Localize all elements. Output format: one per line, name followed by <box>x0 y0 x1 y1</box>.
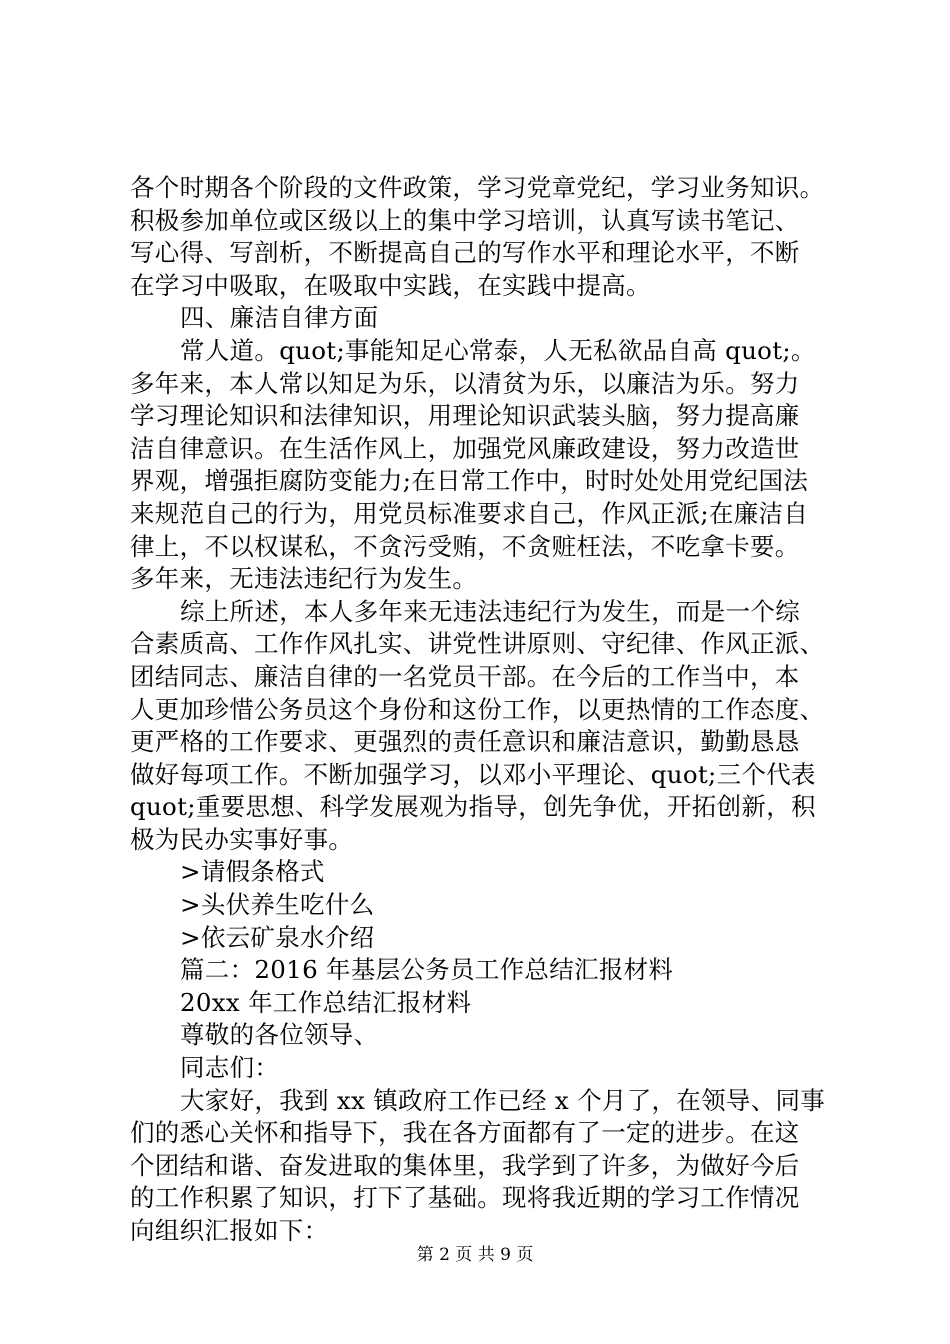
text-line: 洁自律意识。在生活作风上，加强党风廉政建设，努力改造世 <box>130 433 800 463</box>
text-line: 大家好，我到 xx 镇政府工作已经 x 个月了，在领导、同事 <box>180 1085 826 1115</box>
text-line: quot;重要思想、科学发展观为指导，创先争优，开拓创新，积 <box>130 792 816 822</box>
text-line: 来规范自己的行为，用党员标准要求自己，作风正派;在廉洁自 <box>130 498 809 528</box>
text-line: 合素质高、工作作风扎实、讲党性讲原则、守纪律、作风正派、 <box>130 629 825 659</box>
document-body <box>130 172 830 1248</box>
text-line: 篇二：2016 年基层公务员工作总结汇报材料 <box>180 955 674 985</box>
text-line: 学习理论知识和法律知识，用理论知识武装头脑，努力提高廉 <box>130 401 800 431</box>
text-line: >头伏养生吃什么 <box>180 890 375 920</box>
text-line: 多年来，无违法违纪行为发生。 <box>130 564 478 594</box>
text-line: 界观，增强拒腐防变能力;在日常工作中，时时处处用党纪国法 <box>130 466 809 496</box>
text-line: 积极参加单位或区级以上的集中学习培训，认真写读书笔记、 <box>130 205 800 235</box>
text-line: 做好每项工作。不断加强学习，以邓小平理论、quot;三个代表 <box>130 759 816 789</box>
text-line: 写心得、写剖析，不断提高自己的写作水平和理论水平，不断 <box>130 238 800 268</box>
text-line: 极为民办实事好事。 <box>130 824 354 854</box>
text-line: 个团结和谐、奋发进取的集体里，我学到了许多，为做好今后 <box>130 1150 800 1180</box>
text-line: 的工作积累了知识，打下了基础。现将我近期的学习工作情况 <box>130 1183 800 1213</box>
text-line: 团结同志、廉洁自律的一名党员干部。在今后的工作当中，本 <box>130 661 800 691</box>
text-line: 常人道。quot;事能知足心常泰，人无私欲品自高 quot;。 <box>180 335 816 365</box>
text-line: 尊敬的各位领导、 <box>180 1020 379 1050</box>
text-line: 各个时期各个阶段的文件政策，学习党章党纪，学习业务知识。 <box>130 173 825 202</box>
text-line: 们的悉心关怀和指导下，我在各方面都有了一定的进步。在这 <box>130 1118 800 1148</box>
text-line: 向组织汇报如下： <box>130 1216 329 1245</box>
text-line: 律上，不以权谋私，不贪污受贿，不贪赃枉法，不吃拿卡要。 <box>130 531 800 561</box>
text-line: 同志们： <box>180 1053 280 1083</box>
text-line: >请假条格式 <box>180 857 325 887</box>
text-line: 综上所述，本人多年来无违法违纪行为发生，而是一个综 <box>180 596 800 626</box>
text-line: 20xx 年工作总结汇报材料 <box>180 987 472 1017</box>
text-line: 四、廉洁自律方面 <box>180 303 379 333</box>
text-line: >依云矿泉水介绍 <box>180 922 375 952</box>
page-number-footer: 第 2 页 共 9 页 <box>416 1245 534 1265</box>
text-line: 多年来，本人常以知足为乐，以清贫为乐，以廉洁为乐。努力 <box>130 368 800 398</box>
text-line: 更严格的工作要求、更强烈的责任意识和廉洁意识，勤勤恳恳 <box>130 727 800 757</box>
text-line: 人更加珍惜公务员这个身份和这份工作，以更热情的工作态度、 <box>130 694 825 724</box>
text-line: 在学习中吸取，在吸取中实践，在实践中提高。 <box>130 270 651 300</box>
